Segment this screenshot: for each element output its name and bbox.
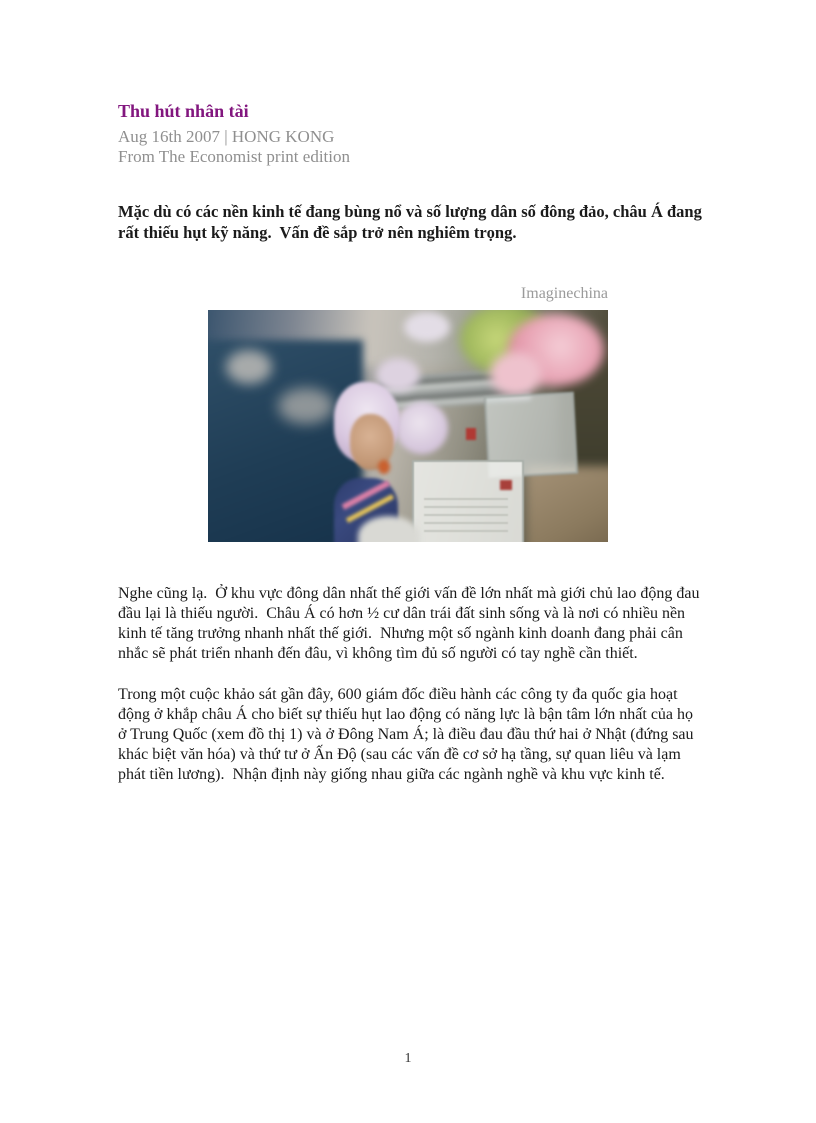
photo-light-blob [226,350,272,384]
photo-light-blob [278,388,334,424]
article-photo [208,310,608,542]
photo-worker-detail [378,460,390,474]
lead-paragraph: Mặc dù có các nền kinh tế đang bùng nổ và số lượng dân số đông đảo, châu Á đang rất thiếu hụt kỹ năng. Vấn đề sắp trở nên nghiêm trọng. [118,202,706,242]
source-line: From The Economist print edition [118,147,350,166]
article-header [118,100,718,167]
page-title: Thu hút nhân tài [118,101,249,121]
photo-credit: Imaginechina [520,285,608,302]
photo-worker-cap [404,312,450,342]
photo-glass-detail [424,498,508,532]
page-number: 1 [404,1051,412,1066]
photo-red-label [466,428,476,440]
photo-flower [490,352,542,396]
article-figure [208,285,608,542]
body-paragraph: Trong một cuộc khảo sát gần đây, 600 giám đốc điều hành các công ty đa quốc gia hoạt động ở khắp châu Á cho biết sự thiếu hụt lao động có năng lực là bận tâm lớn nhất của họ ở Trung Quốc (xem đồ thị 1) và ở Đông Nam Á; là điều đau đầu thứ hai ở Nhật (đứng sau khác biệt văn hóa) và thứ tư ở Ấn Độ (sau các vấn đề cơ sở hạ tầng, sự quan liêu và lạm phát tiền lương). Nhận định này giống nhau giữa các ngành nghề và khu vực kinh tế. [118,686,698,783]
article-body [118,584,704,806]
photo-foreground-blur [526,466,608,542]
photo-worker-cap [396,402,448,454]
dateline: Aug 16th 2007 | HONG KONG [118,127,335,146]
body-paragraph: Nghe cũng lạ. Ở khu vực đông dân nhất thế giới vấn đề lớn nhất mà giới chủ lao động đau đầu lại là thiếu người. Châu Á có hơn ½ cư dân trái đất sinh sống và là nơi có nhiều nền kinh tế tăng trưởng nhanh nhất thế giới. Nhưng một số ngành kinh doanh đang phải cân nhắc sẽ phát triển nhanh đến đâu, vì không tìm đủ số người có tay nghề cần thiết. [118,585,704,662]
photo-red-label [500,480,512,490]
